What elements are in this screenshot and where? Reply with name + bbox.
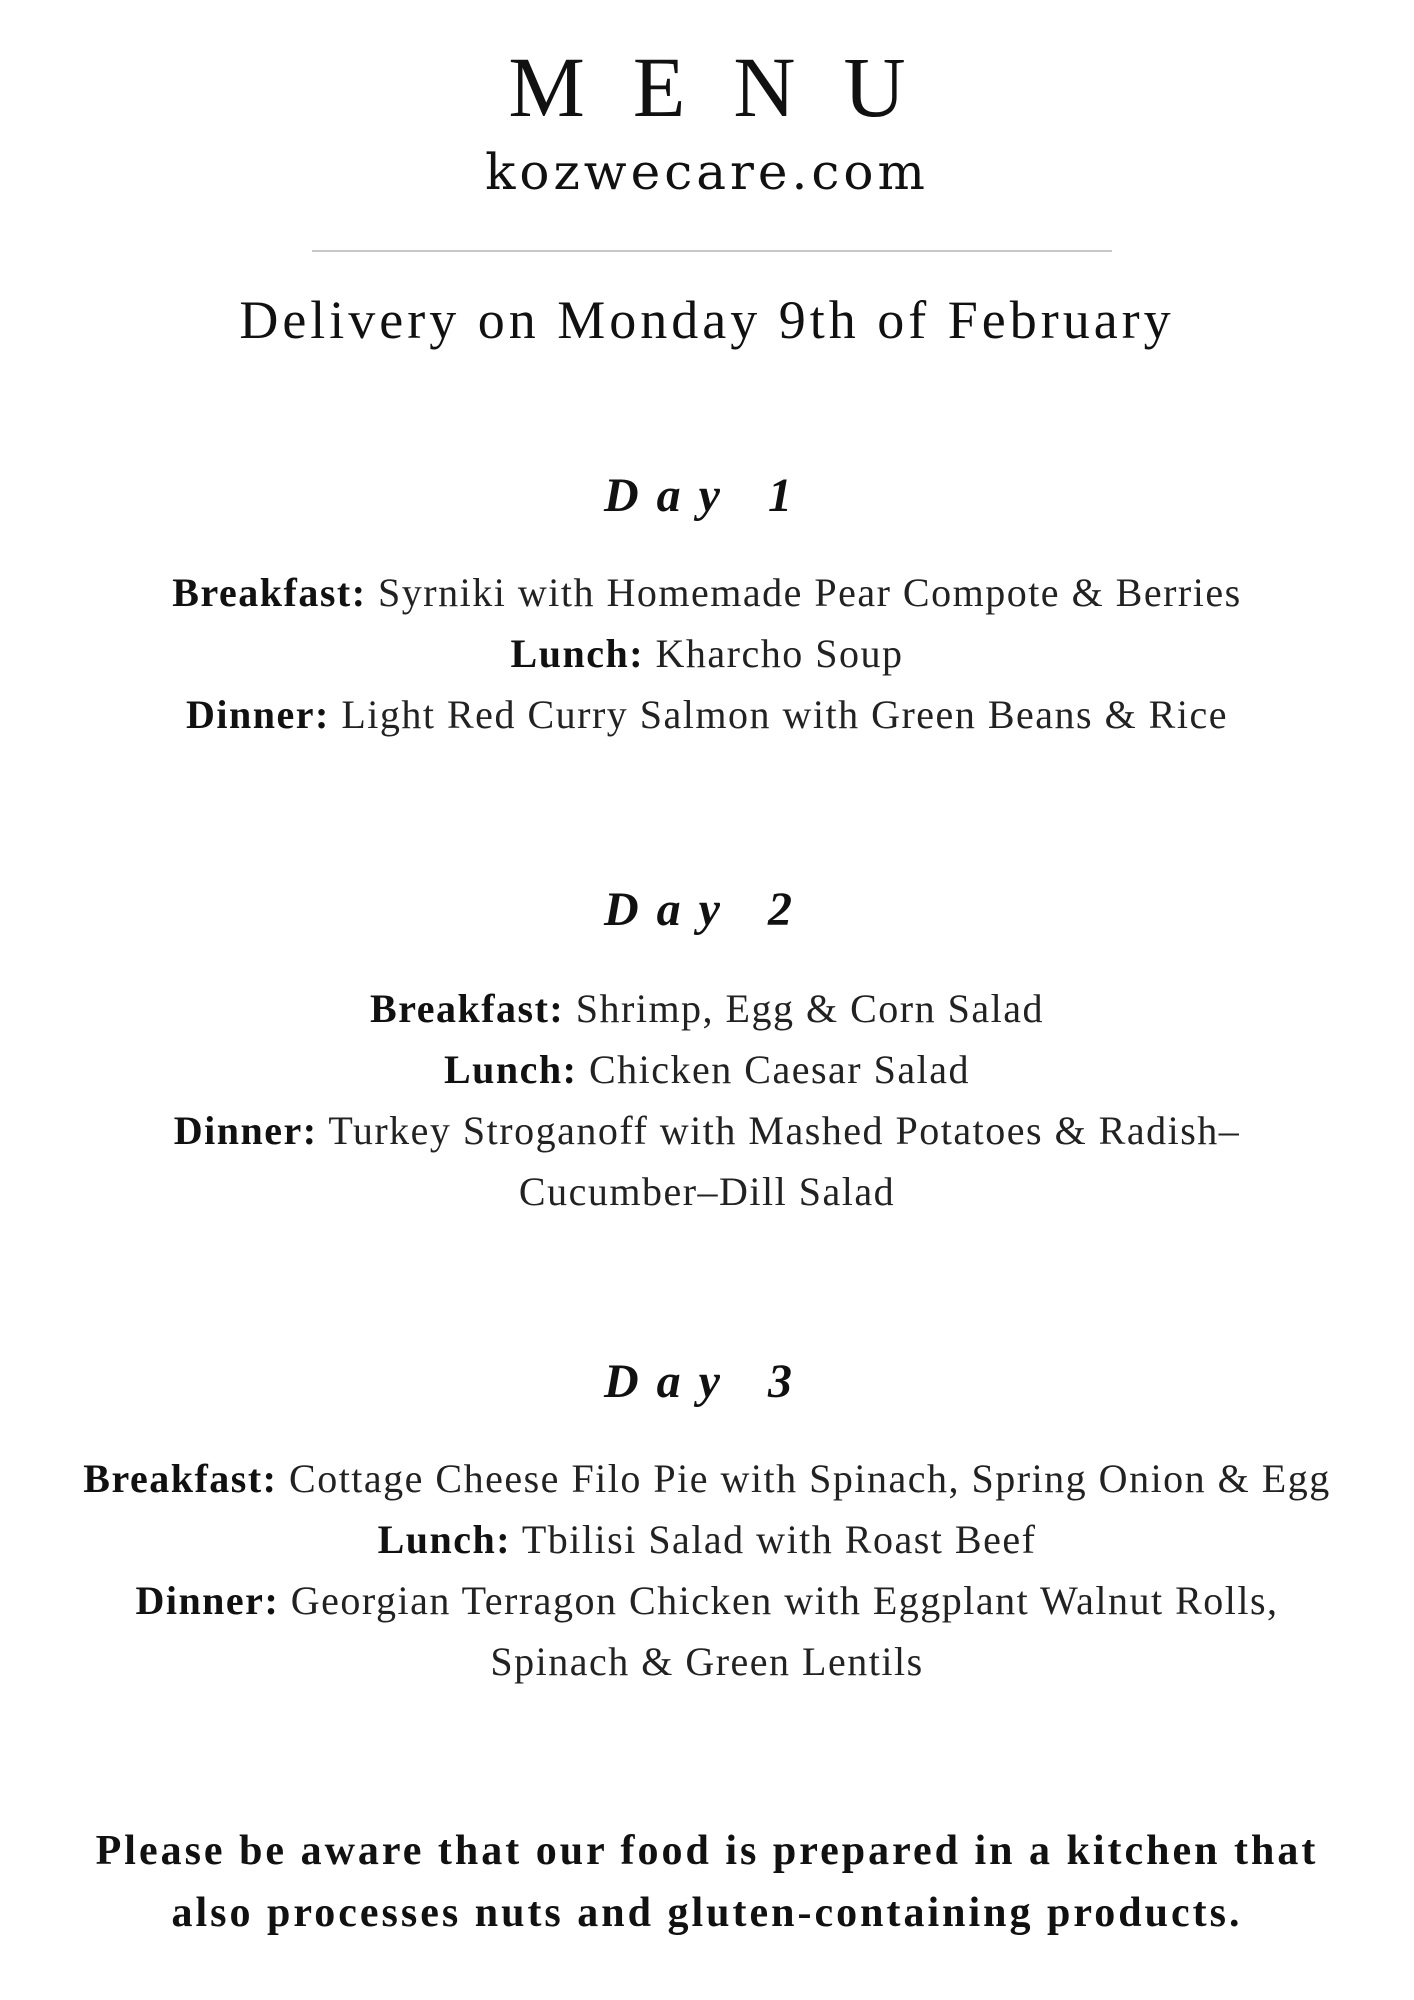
- meal-label: Dinner:: [135, 1578, 280, 1623]
- meal-dish: Shrimp, Egg & Corn Salad: [575, 986, 1044, 1031]
- meal-dish: Turkey Stroganoff with Mashed Potatoes & Radish–Cucumber–Dill Salad: [328, 1108, 1241, 1214]
- day-3-meals: [30, 1448, 1384, 1692]
- meal-lunch: [40, 623, 1374, 684]
- meal-dish: Cottage Cheese Filo Pie with Spinach, Spring Onion & Egg: [289, 1456, 1331, 1501]
- day-2-meals: [140, 978, 1274, 1222]
- meal-label: Lunch:: [510, 631, 645, 676]
- meal-dish: Georgian Terragon Chicken with Eggplant Walnut Rolls, Spinach & Green Lentils: [290, 1578, 1279, 1684]
- meal-dish: Chicken Caesar Salad: [589, 1047, 970, 1092]
- header-divider: [312, 250, 1112, 252]
- meal-dish: Tbilisi Salad with Roast Beef: [521, 1517, 1037, 1562]
- meal-lunch: [30, 1509, 1384, 1570]
- meal-dinner: [40, 684, 1374, 745]
- website-link[interactable]: kozwecare.com: [485, 143, 929, 201]
- meal-breakfast: [30, 1448, 1384, 1509]
- meal-label: Dinner:: [173, 1108, 318, 1153]
- meal-label: Breakfast:: [83, 1456, 278, 1501]
- meal-dish: Kharcho Soup: [655, 631, 904, 676]
- day-3-heading: Day 3: [604, 1355, 810, 1408]
- meal-breakfast: [140, 978, 1274, 1039]
- meal-label: Lunch:: [377, 1517, 512, 1562]
- allergen-notice: Please be aware that our food is prepared in a kitchen that also processes nuts and gluten-containing products.: [95, 1828, 1319, 1936]
- meal-label: Lunch:: [444, 1047, 578, 1092]
- meal-lunch: [140, 1039, 1274, 1100]
- meal-dish: Light Red Curry Salmon with Green Beans & Rice: [341, 692, 1228, 737]
- meal-dinner: [30, 1570, 1384, 1692]
- meal-dinner: [140, 1100, 1274, 1222]
- day-2-heading: Day 2: [604, 883, 810, 936]
- day-1-meals: [40, 562, 1374, 745]
- day-1-heading: Day 1: [604, 469, 810, 522]
- menu-title: MENU: [508, 39, 954, 135]
- delivery-date: Delivery on Monday 9th of February: [239, 290, 1175, 350]
- meal-label: Dinner:: [186, 692, 330, 737]
- meal-breakfast: [40, 562, 1374, 623]
- meal-label: Breakfast:: [370, 986, 565, 1031]
- meal-dish: Syrniki with Homemade Pear Compote & Berries: [378, 570, 1242, 615]
- meal-label: Breakfast:: [172, 570, 367, 615]
